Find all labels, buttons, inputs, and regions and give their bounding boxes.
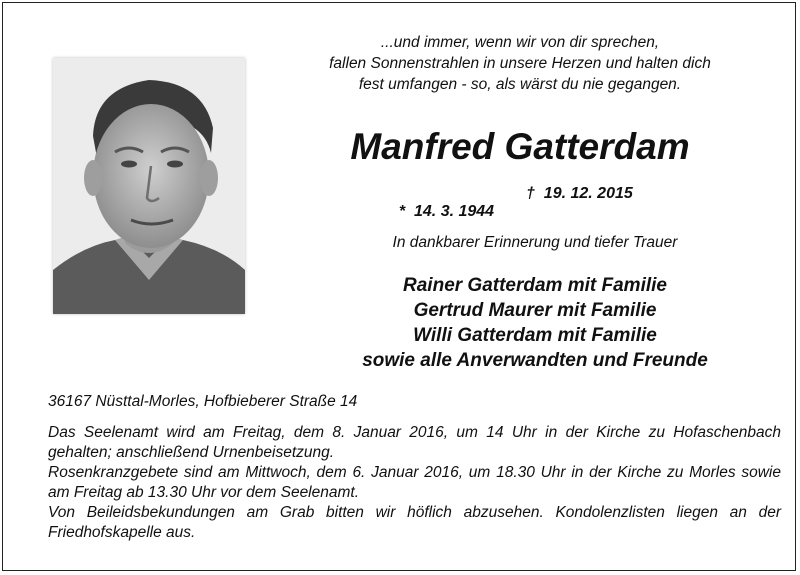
- mourner-entry: Rainer Gatterdam mit Familie: [403, 275, 667, 296]
- portrait-photo: [53, 58, 245, 314]
- requiem-notice: Das Seelenamt wird am Freitag, dem 8. Januar 2016, um 14 Uhr in der Kirche zu Hofaschenbach gehalten; anschließend Urnenbeisetzung.: [48, 424, 781, 461]
- poem-line: fest umfangen - so, als wärst du nie gegangen.: [358, 76, 682, 93]
- life-dates: [390, 185, 690, 239]
- service-notices: [48, 423, 781, 543]
- poem-line: fallen Sonnenstrahlen in unsere Herzen und halten dich: [329, 55, 711, 72]
- poem-line: ...und immer, wenn wir von dir sprechen,: [380, 34, 660, 51]
- portrait-illustration: [53, 58, 245, 314]
- family-address: 36167 Nüsttal-Morles, Hofbieberer Straße 14: [48, 393, 358, 410]
- mourner-entry: Willi Gatterdam mit Familie: [413, 325, 657, 346]
- mourners-list: [290, 273, 780, 373]
- rosary-notice: Rosenkranzgebete sind am Mittwoch, dem 6. Januar 2016, um 18.30 Uhr in der Kirche zu Morles sowie am Freitag ab 13.30 Uhr vor dem Seelenamt.: [48, 464, 781, 501]
- condolence-notice: Von Beileidsbekundungen am Grab bitten wir höflich abzusehen. Kondolenzlisten liegen an der Friedhofskapelle aus.: [48, 504, 781, 541]
- deceased-name: Manfred Gatterdam: [350, 126, 690, 167]
- death-date: † 19. 12. 2015: [526, 185, 633, 202]
- birth-date: * 14. 3. 1944: [398, 203, 495, 220]
- mourner-entry: Gertrud Maurer mit Familie: [413, 300, 657, 321]
- memorial-poem: [260, 32, 780, 95]
- tribute-line: In dankbarer Erinnerung und tiefer Trauer: [392, 234, 678, 251]
- mourner-entry: sowie alle Anverwandten und Freunde: [362, 350, 708, 371]
